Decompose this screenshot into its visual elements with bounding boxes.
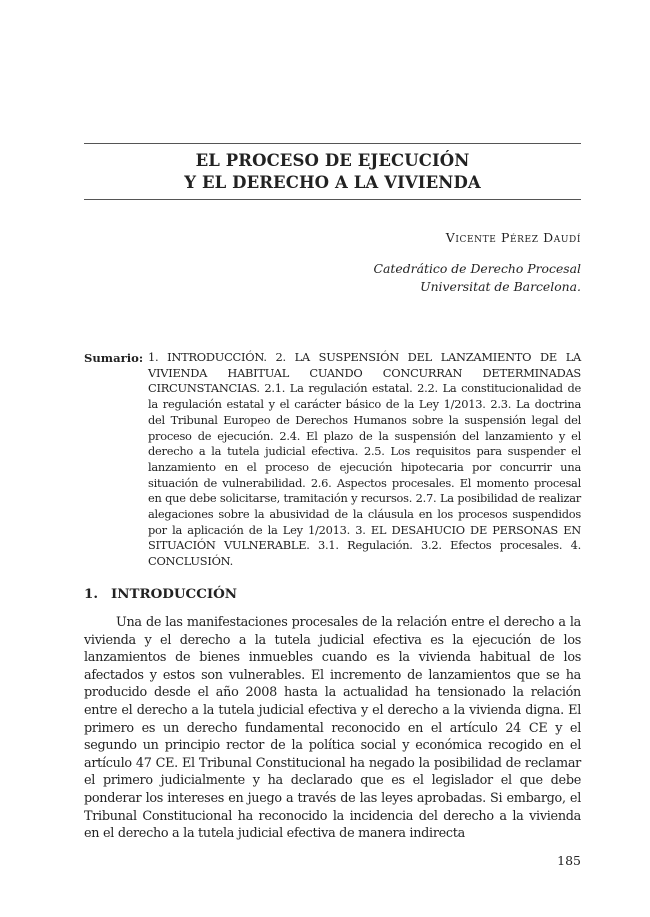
article-title [84, 150, 581, 194]
title-top-rule [84, 143, 581, 144]
section-title: INTRODUCCIÓN [111, 586, 238, 602]
affiliation-position: Catedrático de Derecho Procesal [373, 261, 581, 276]
affiliation-institution: Universitat de Barcelona. [420, 279, 581, 294]
summary-label: Sumario: [84, 351, 144, 365]
author-affiliation [374, 260, 581, 296]
page-number: 185 [557, 853, 581, 868]
body-paragraph: Una de las manifestaciones procesales de la relación entre el derecho a la vivienda y el derecho a la tutela judicial efectiva es la ejecución de los lanzamientos de bienes inmuebles cuando es la vivienda habitual de los afectados y estos son vulnerables. El incremento de lanzamientos que se ha producido desde el año 2008 hasta la actualidad ha tensionado la relación entre el derecho a la tutela judicial efectiva y el derecho a la vivienda digna. El primero es un derecho fundamental reconocido en el artículo 24 CE y el segundo un principio rector de la política social y económica recogido en el artículo 47 CE. El Tribunal Constitucional ha negado la posibilidad de reclamar el primero judicialmente y ha declarado que es el legislador el que debe ponderar los intereses en juego a través de las leyes aprobadas. Si embargo, el Tribunal Constitucional ha reconocido la incidencia del derecho a la vivienda en el derecho a la tutela judicial efectiva de manera indirecta [84, 615, 581, 842]
title-bottom-rule [84, 199, 581, 200]
summary-text: 1. INTRODUCCIÓN. 2. LA SUSPENSIÓN DEL LANZAMIENTO DE LA VIVIENDA HABITUAL CUANDO CONCURRAN DETERMINADAS CIRCUNSTANCIAS. 2.1. La regulación estatal. 2.2. La constitucionalidad de la regulación estatal y el carácter básico de la Ley 1/2013. 2.3. La doctrina del Tribunal Europeo de Derechos Humanos sobre la suspensión legal del proceso de ejecución. 2.4. El plazo de la suspensión del lanzamiento y el derecho a la tutela judicial efectiva. 2.5. Los requisitos para suspender el lanzamiento en el proceso de ejecución hipotecaria por concurrir una situación de vulnerabilidad. 2.6. Aspectos procesales. El momento procesal en que debe solicitarse, tramitación y recursos. 2.7. La posibilidad de realizar alegaciones sobre la abusividad de la cláusula en los procesos suspendidos por la aplicación de la Ley 1/2013. 3. EL DESAHUCIO DE PERSONAS EN SITUACIÓN VULNERABLE. 3.1. Regulación. 3.2. Efectos procesales. 4. CONCLUSIÓN. [148, 350, 581, 569]
author-name: Vicente Pérez Daudí [445, 230, 581, 245]
section-number: 1. [84, 586, 98, 602]
title-line-1: EL PROCESO DE EJECUCIÓN [195, 151, 470, 170]
section-heading [84, 586, 237, 602]
title-line-2: Y EL DERECHO A LA VIVIENDA [184, 173, 481, 192]
